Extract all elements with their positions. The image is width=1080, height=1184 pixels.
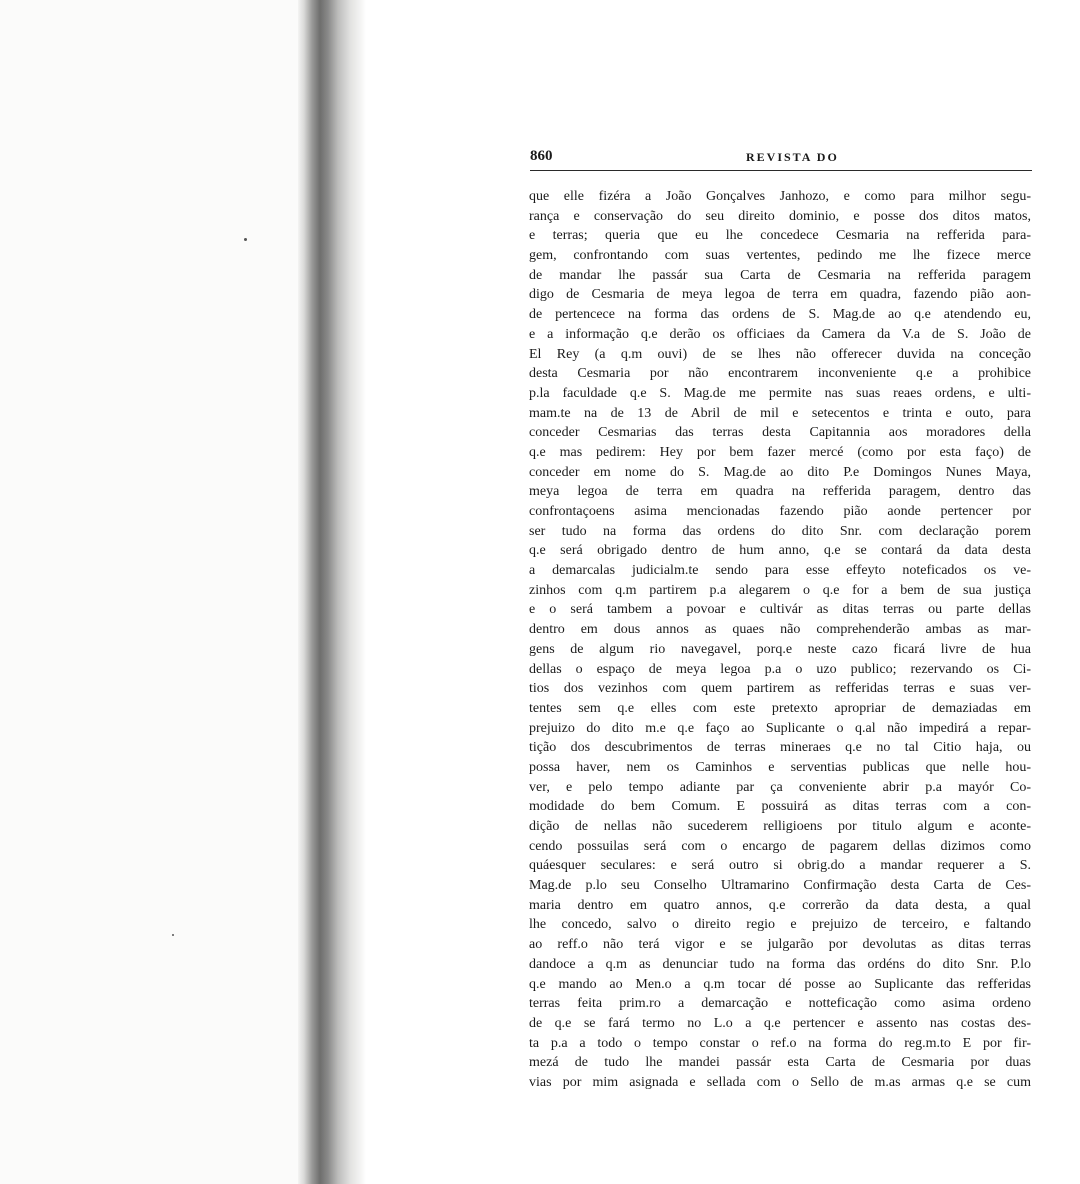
text-line: de mandar lhe passár sua Carta de Cesmaria na refferida paragem <box>529 267 1031 283</box>
text-line: cendo possuilas será com o encargo de pagarem dellas dizimos como <box>529 838 1031 854</box>
text-line: gem, confrontando com suas vertentes, pedindo me lhe fizece merce <box>529 248 1031 264</box>
text-line: modidade do bem Comum. E possuirá as ditas terras com a con- <box>529 799 1031 815</box>
text-line: a demarcalas judicialm.te sendo para esse effeyto noteficados os ve- <box>529 563 1031 579</box>
text-line: e o será tambem a povoar e cultivár as ditas terras ou parte dellas <box>529 602 1031 618</box>
text-line: rança e conservação do seu direito dominio, e posse dos ditos matos, <box>529 208 1031 224</box>
text-line: meya legoa de terra em quadra na refferida paragem, dentro das <box>529 484 1031 500</box>
text-line: dição de nellas não sucederem relligioens por titulo algum e aconte- <box>529 819 1031 834</box>
text-line: e terras; queria que eu lhe concedece Cesmaria na refferida para- <box>529 228 1031 244</box>
text-line: dentro em dous annos as quaes não comprehenderão ambas as mar- <box>529 622 1031 638</box>
book-gutter <box>298 0 366 1184</box>
blank-left-page <box>0 0 300 1184</box>
ink-speck <box>244 238 247 241</box>
text-line: q.e será obrigado dentro de hum anno, q.e se contará da data desta <box>529 543 1031 559</box>
text-line: de q.e se fará termo no L.o a q.e pertencer e assento nas costas des- <box>529 1015 1031 1031</box>
text-line: tentes sem q.e elles com este pretexto apropriar de demaziadas em <box>529 700 1031 716</box>
text-line: possa haver, nem os Caminhos e serventias publicas que nelle hou- <box>529 759 1031 775</box>
text-line: quáesquer seculares: e será outro si obrig.do a mandar requerer a S. <box>529 858 1031 874</box>
body-text <box>529 187 1031 1093</box>
page-number: 860 <box>530 148 553 164</box>
text-line: zinhos com q.m partirem p.a alegarem o q.e for a bem de sua justiça <box>529 582 1031 598</box>
text-line: q.e mas pedirem: Hey por bem fazer mercé (como por esta faço) de <box>529 444 1031 460</box>
text-line: ser tudo na forma das ordens do dito Snr. com declaração porem <box>529 523 1031 539</box>
text-line: q.e mando ao Men.o a q.m tocar dé posse ao Suplicante das refferidas <box>529 976 1031 992</box>
text-line: tios dos vezinhos com quem partirem as refferidas terras e suas ver- <box>529 681 1031 697</box>
text-line: dellas o espaço de meya legoa p.a o uzo publico; rezervando os Ci- <box>529 661 1031 677</box>
text-line: conceder Cesmarias das terras desta Capitannia aos moradores della <box>529 425 1031 441</box>
text-line: p.la faculdade q.e S. Mag.de me permite nas suas reaes ordens, e ulti- <box>529 385 1031 401</box>
text-line: lhe concedo, salvo o direito regio e prejuizo de terceiro, e faltando <box>529 917 1031 933</box>
text-line: maria dentro em quatro annos, q.e correrão da data desta, a qual <box>529 897 1031 913</box>
text-line: que elle fizéra a João Gonçalves Janhozo, e como para milhor segu- <box>529 189 1031 204</box>
text-line: terras feita prim.ro a demarcação e notteficação como asima ordeno <box>529 996 1031 1012</box>
text-line: vias por mim asignada e sellada com o Sello de m.as armas q.e se cum <box>529 1074 1031 1090</box>
text-line: gens de algum rio navegavel, porq.e neste cazo ficará livre de hua <box>529 641 1031 657</box>
text-line: dandoce a q.m as denunciar tudo na forma das ordéns do dito Snr. P.lo <box>529 956 1031 972</box>
text-line: e a informação q.e derão os officiaes da Camera da V.a de S. João de <box>529 326 1031 342</box>
text-line: desta Cesmaria por não encontrarem inconveniente q.e a prohibice <box>529 366 1031 382</box>
text-line: Mag.de p.lo seu Conselho Ultramarino Confirmação desta Carta de Ces- <box>529 878 1031 894</box>
text-line: ta p.a a todo o tempo constar o ref.o na forma do reg.m.to E por fir- <box>529 1035 1031 1051</box>
text-line: ver, e pelo tempo adiante par ça conveniente abrir p.a mayór Co- <box>529 779 1031 795</box>
text-line: de pertencece na forma das ordens de S. Mag.de ao q.e atendendo eu, <box>529 307 1031 323</box>
text-line: tição dos descubrimentos de terras mineraes q.e no tal Citio haja, ou <box>529 740 1031 756</box>
text-line: conceder em nome do S. Mag.de ao dito P.e Domingos Nunes Maya, <box>529 464 1031 480</box>
text-line: prejuizo do dito m.e q.e faço ao Suplicante o q.al não impedirá a repar- <box>529 720 1031 736</box>
text-line: mezá de tudo lhe mandei passár esta Carta de Cesmaria por duas <box>529 1055 1031 1071</box>
text-line: ao reff.o não terá vigor e se julgarão por devolutas as ditas terras <box>529 937 1031 953</box>
text-line: mam.te na de 13 de Abril de mil e setecentos e trinta e outo, para <box>529 405 1031 421</box>
ink-speck <box>172 934 174 936</box>
text-line: confrontaçoens asima mencionadas fazendo pião aonde pertencer por <box>529 504 1031 519</box>
text-line: digo de Cesmaria de meya legoa de terra em quadra, fazendo pião aon- <box>529 287 1031 303</box>
running-title: REVISTA DO <box>746 150 839 164</box>
text-line: El Rey (a q.m ouvi) de se lhes não offerecer duvida na conceção <box>529 346 1031 362</box>
running-head <box>530 146 1032 171</box>
